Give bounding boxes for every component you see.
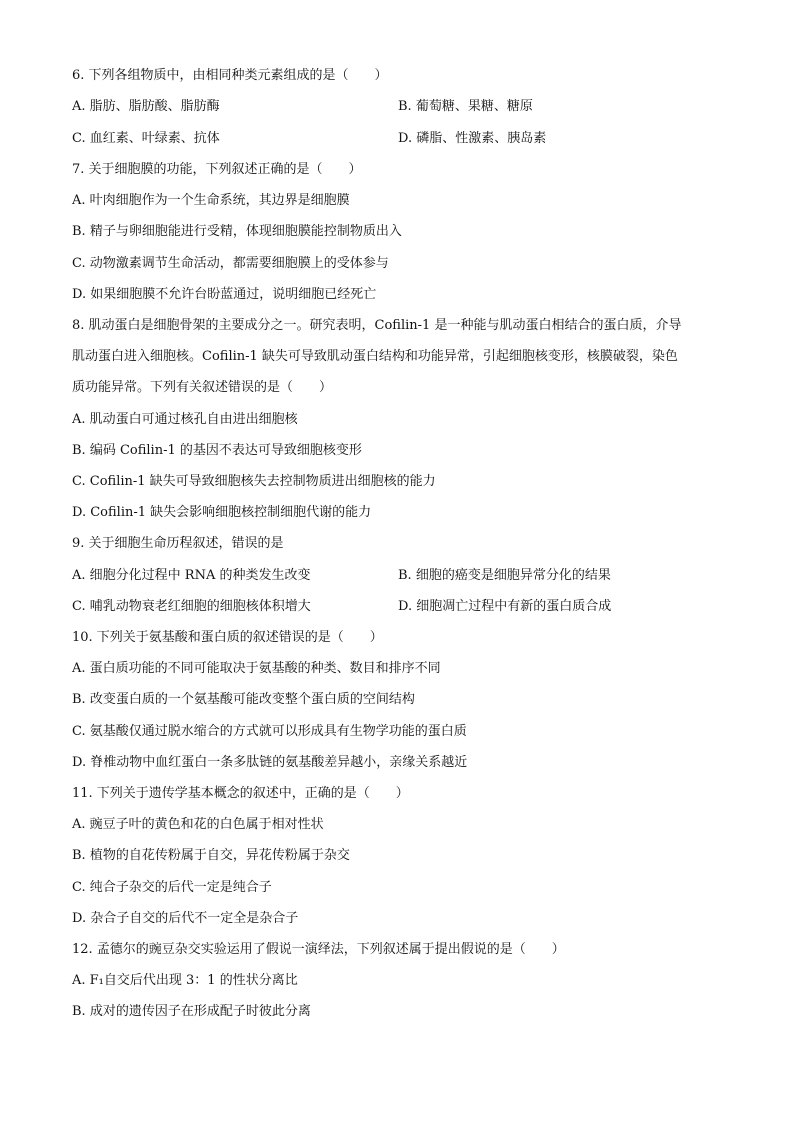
q7-option-c: C. 动物激素调节生命活动，都需要细胞膜上的受体参与 [72,256,389,271]
q11-stem: 11. 下列关于遗传学基本概念的叙述中，正确的是（ ） [72,786,409,801]
q9-option-b: B. 细胞的癌变是细胞异常分化的结果 [398,568,611,583]
q7-stem: 7. 关于细胞膜的功能，下列叙述正确的是（ ） [72,162,362,177]
q9-option-c: C. 哺乳动物衰老红细胞的细胞核体积增大 [72,599,311,614]
q6-option-a: A. 脂肪、脂肪酸、脂肪酶 [72,99,220,114]
q8-stem-line3: 质功能异常。下列有关叙述错误的是（ ） [72,380,333,395]
q12-stem: 12. 孟德尔的豌豆杂交实验运用了假说一演绎法，下列叙述属于提出假说的是（ ） [72,942,565,957]
q6-option-d: D. 磷脂、性激素、胰岛素 [398,131,547,146]
q11-option-d: D. 杂合子自交的后代不一定全是杂合子 [72,911,299,926]
q8-option-d: D. Cofilin-1 缺失会影响细胞核控制细胞代谢的能力 [72,505,372,520]
q9-stem: 9. 关于细胞生命历程叙述，错误的是 [72,536,284,551]
q10-option-c: C. 氨基酸仅通过脱水缩合的方式就可以形成具有生物学功能的蛋白质 [72,724,467,739]
q10-stem: 10. 下列关于氨基酸和蛋白质的叙述错误的是（ ） [72,630,383,645]
q8-stem-line2: 肌动蛋白进入细胞核。Cofilin-1 缺失可导致肌动蛋白结构和功能异常，引起细胞核变形，核膜破裂，染色 [72,349,678,364]
q6-option-b: B. 葡萄糖、果糖、糖原 [398,99,533,114]
q10-option-a: A. 蛋白质功能的不同可能取决于氨基酸的种类、数目和排序不同 [72,661,441,676]
q11-option-a: A. 豌豆子叶的黄色和花的白色属于相对性状 [72,817,324,832]
q8-option-a: A. 肌动蛋白可通过核孔自由进出细胞核 [72,412,298,427]
q7-option-d: D. 如果细胞膜不允许台盼蓝通过，说明细胞已经死亡 [72,287,377,302]
q11-option-b: B. 植物的自花传粉属于自交，异花传粉属于杂交 [72,848,350,863]
q6-option-c: C. 血红素、叶绿素、抗体 [72,131,220,146]
q12-option-b: B. 成对的遗传因子在形成配子时彼此分离 [72,1004,311,1019]
q7-option-a: A. 叶肉细胞作为一个生命系统，其边界是细胞膜 [72,193,350,208]
q7-option-b: B. 精子与卵细胞能进行受精，体现细胞膜能控制物质出入 [72,224,402,239]
q10-option-b: B. 改变蛋白质的一个氨基酸可能改变整个蛋白质的空间结构 [72,692,415,707]
q9-option-a: A. 细胞分化过程中 RNA 的种类发生改变 [72,568,311,583]
q9-option-d: D. 细胞凋亡过程中有新的蛋白质合成 [398,599,612,614]
q6-stem: 6. 下列各组物质中，由相同种类元素组成的是（ ） [72,68,388,83]
q8-option-c: C. Cofilin-1 缺失可导致细胞核失去控制物质进出细胞核的能力 [72,474,436,489]
q8-option-b: B. 编码 Cofilin-1 的基因不表达可导致细胞核变形 [72,443,362,458]
q11-option-c: C. 纯合子杂交的后代一定是纯合子 [72,880,272,895]
q8-stem-line1: 8. 肌动蛋白是细胞骨架的主要成分之一。研究表明，Cofilin-1 是一种能与肌动蛋白相结合的蛋白质，介导 [72,318,682,333]
q10-option-d: D. 脊椎动物中血红蛋白一条多肽链的氨基酸差异越小，亲缘关系越近 [72,755,468,770]
q12-option-a: A. F₁自交后代出现 3：1 的性状分离比 [72,973,298,988]
